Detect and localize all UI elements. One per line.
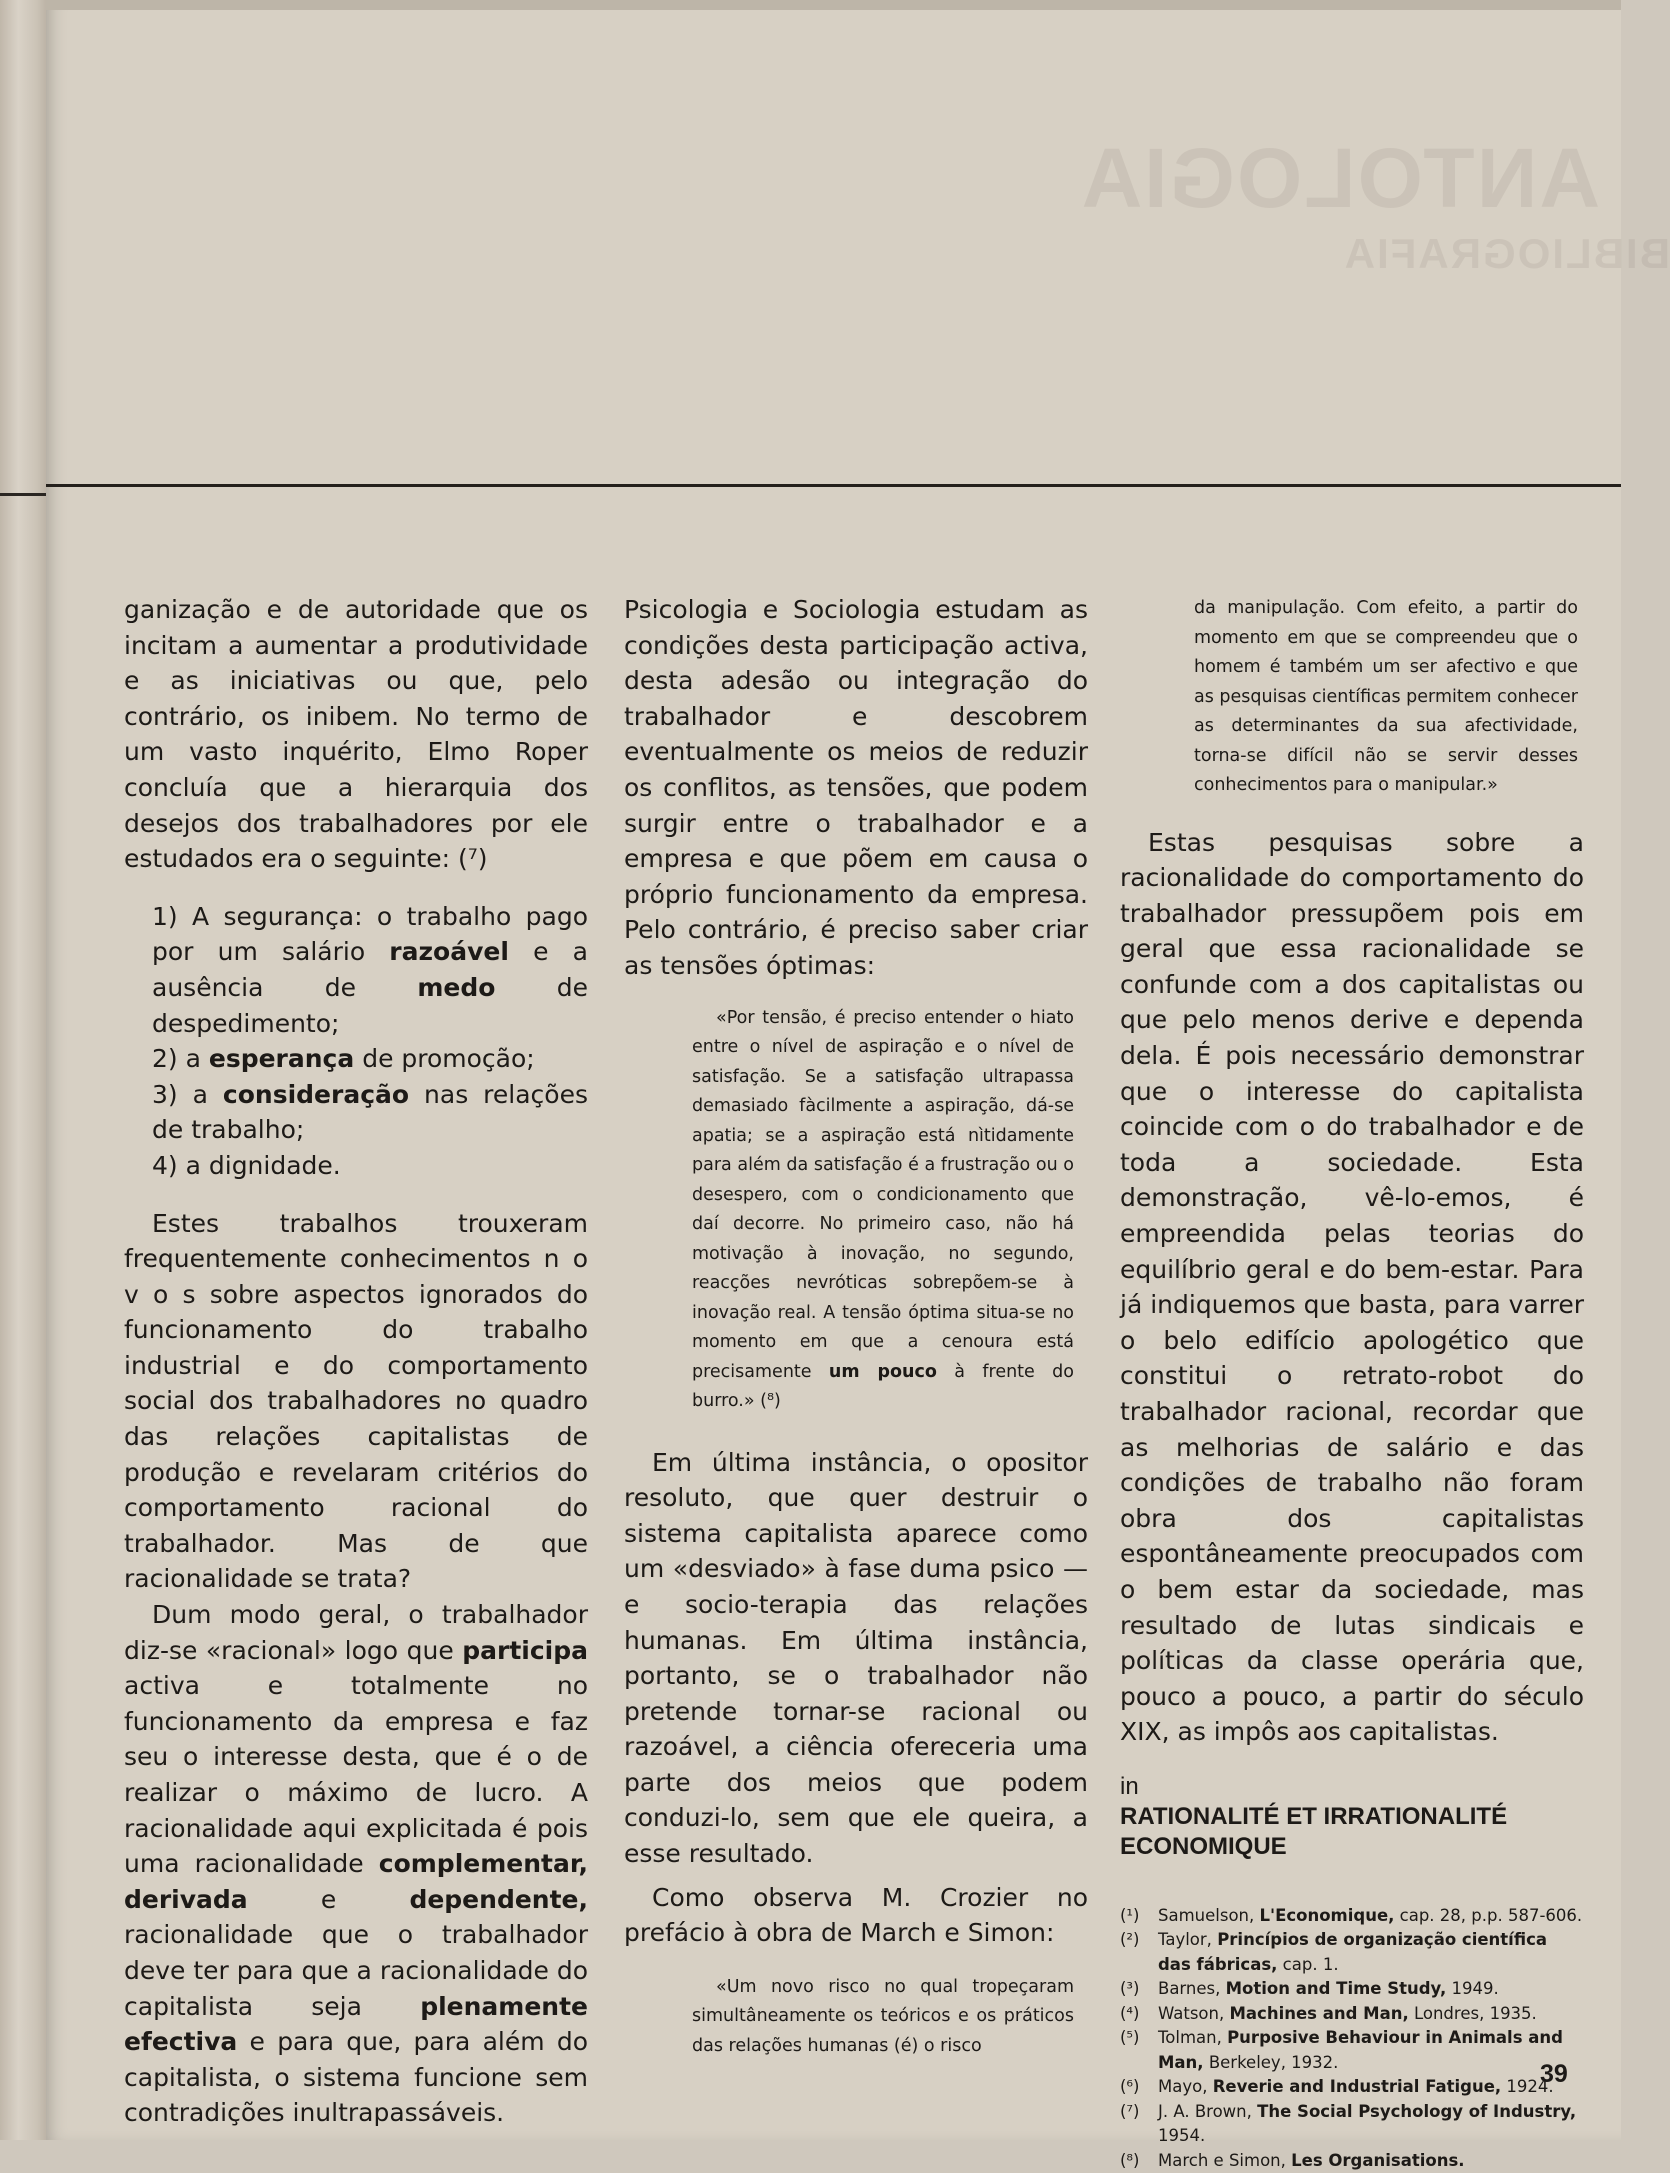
footnote (1120, 2002, 1584, 2027)
footnote (1120, 2100, 1584, 2149)
list-item: 3) a consideração nas relações de trabalho; (152, 1079, 589, 1145)
footnote-text: Samuelson, L'Economique, cap. 28, p.p. 587-606. (1158, 1905, 1583, 1925)
paragraph: Dum modo geral, o trabalhador diz-se «racional» logo que participa activa e totalmente no funcionamento da empresa e faz seu o interesse desta, que é o de realizar o máximo de lucro. A racionalidade aqui explicitada é pois uma racionalidade complementar, derivada e dependente, racionalidade que o trabalhador deve ter para que a racionalidade do capitalista seja plenamente efectiva e para que, para além do capitalista, o sistema funcione sem contradições inultrapassáveis. (124, 1600, 589, 2128)
book-spine (0, 0, 46, 2140)
column-2 (624, 592, 1088, 2061)
source-citation: in RATIONALITÉ ET IRRATIONALITÉ ECONOMIQUE (1120, 1772, 1584, 1862)
column-3 (1120, 594, 1584, 2173)
paragraph: Psicologia e Sociologia estudam as condições desta participação activa, desta adesão ou integração do trabalhador e descobrem eventualmente os meios de reduzir os conflitos, as tensões, que podem surgir entre o trabalhador e a empresa e que põem em causa o próprio funcionamento da empresa. Pelo contrário, é preciso saber criar as tensões óptimas: (624, 595, 1088, 980)
list-item: 1) A segurança: o trabalho pago por um salário razoável e a ausência de medo de despedimento; (152, 901, 588, 1038)
page-number: 39 (1540, 2060, 1568, 2088)
paragraph: Como observa M. Crozier no prefácio à obra de March e Simon: (624, 1882, 1088, 1948)
footnote-number: (²) (1120, 1930, 1140, 1950)
horizontal-rule (46, 484, 1621, 487)
footnote (1120, 2026, 1584, 2075)
footnote-text: Tolman, Purposive Behaviour in Animals and Man, Berkeley, 1932. (1158, 2028, 1563, 2072)
block-quote: «Por tensão, é preciso entender o hiato entre o nível de aspiração e o nível de satisfação. Se a satisfação ultrapassa demasiado fàcilmente a aspiração, dá-se apatia; se a aspiração está nìtidamente para além da satisfação é a frustração ou o desespero, com o condicionamento que daí decorre. No primeiro caso, não há motivação à inovação, no segundo, reacções nevróticas sobrepõem-se à inovação real. A tensão óptima situa-se no momento em que a cenoura está precisamente um pouco à frente do burro.» (⁸) (692, 1007, 1074, 1412)
footnote-number: (⁵) (1120, 2028, 1140, 2048)
top-edge (46, 0, 1621, 10)
footnote (1120, 1904, 1584, 1929)
footnote-text: Watson, Machines and Man, Londres, 1935. (1158, 2003, 1537, 2023)
block-quote-continuation: da manipulação. Com efeito, a partir do momento em que se compreendeu que o homem é também um ser afectivo e que as pesquisas científicas permitem conhecer as determinantes da sua afectividade, torna-se difícil não se servir desses conhecimentos para o manipular.» (1194, 598, 1578, 795)
footnotes (1120, 1904, 1584, 2173)
footnote-number: (⁸) (1120, 2150, 1140, 2170)
column-1 (124, 592, 588, 2131)
paragraph: ganização e de autoridade que os incitam a aumentar a produtividade e as iniciativas ou que, pelo contrário, os inibem. No termo de um vasto inquérito, Elmo Roper concluía que a hierarquia dos desejos dos trabalhadores por ele estudados era o seguinte: (⁷) (124, 595, 588, 874)
footnote (1120, 2149, 1584, 2173)
footnote-number: (³) (1120, 1979, 1140, 1999)
show-through-text: ANTOLOGIA (1079, 131, 1600, 225)
footnote-text: Taylor, Princípios de organização científica das fábricas, cap. 1. (1158, 1930, 1547, 1974)
paragraph: Em última instância, o opositor resoluto, que quer destruir o sistema capitalista aparece como um «desviado» à fase duma psico — e socio-terapia das relações humanas. Em última instância, portanto, se o trabalhador não pretende tornar-se racional ou razoável, a ciência ofereceria uma parte dos meios que podem conduzi-lo, sem que ele queira, a esse resultado. (624, 1447, 1088, 1869)
footnote (1120, 1977, 1584, 2002)
footnote-text: Barnes, Motion and Time Study, 1949. (1158, 1979, 1499, 1999)
footnote-number: (¹) (1120, 1905, 1140, 1925)
list-item: 4) a dignidade. (152, 1150, 341, 1180)
source-title: RATIONALITÉ ET IRRATIONALITÉ ECONOMIQUE (1120, 1802, 1508, 1860)
footnote (1120, 2075, 1584, 2100)
footnote-text: Mayo, Reverie and Industrial Fatigue, 1924. (1158, 2077, 1554, 2097)
paragraph: Estas pesquisas sobre a racionalidade do comportamento do trabalhador pressupõem pois em geral que essa racionalidade se confunde com a dos capitalistas ou que pelo menos derive e dependa dela. É pois necessário demonstrar que o interesse do capitalista coincide com o do trabalhador e de toda a sociedade. Esta demonstração, vê-lo-emos, é empreendida pelas teorias do equilíbrio geral e do bem-estar. Para já indiquemos que basta, para varrer o belo edifício apologético que constitui o retrato-robot do trabalhador racional, recordar que as melhorias de salário e das condições de trabalho não foram obra dos capitalistas espontâneamente preocupados com o bem estar da sociedade, mas resultado de lutas sindicais e políticas da classe operária que, pouco a pouco, a partir do século XIX, as impôs aos capitalistas. (1120, 827, 1584, 1747)
block-quote: «Um novo risco no qual tropeçaram simultâneamente os teóricos e os práticos das relações humanas (é) o risco (692, 1976, 1074, 2056)
footnote-number: (⁷) (1120, 2101, 1140, 2121)
spine-rule (0, 493, 46, 496)
footnote-number: (⁴) (1120, 2003, 1140, 2023)
footnote-text: J. A. Brown, The Social Psychology of Industry, 1954. (1158, 2101, 1577, 2146)
footnote-number: (⁶) (1120, 2077, 1140, 2097)
footnote (1120, 1928, 1584, 1977)
list-item: 2) a esperança de promoção; (152, 1044, 535, 1074)
footnote-text: March e Simon, Les Organisations. (1158, 2150, 1465, 2170)
paragraph: Estes trabalhos trouxeram frequentemente conhecimentos n o v o s sobre aspectos ignorados do funcionamento do trabalho industrial e do comportamento social dos trabalhadores no quadro das relações capitalistas de produção e revelaram critérios do comportamento racional do trabalhador. Mas de que racionalidade se trata? (124, 1208, 588, 1594)
show-through-text-small: BIBLIOGRAFIA (1342, 230, 1670, 277)
